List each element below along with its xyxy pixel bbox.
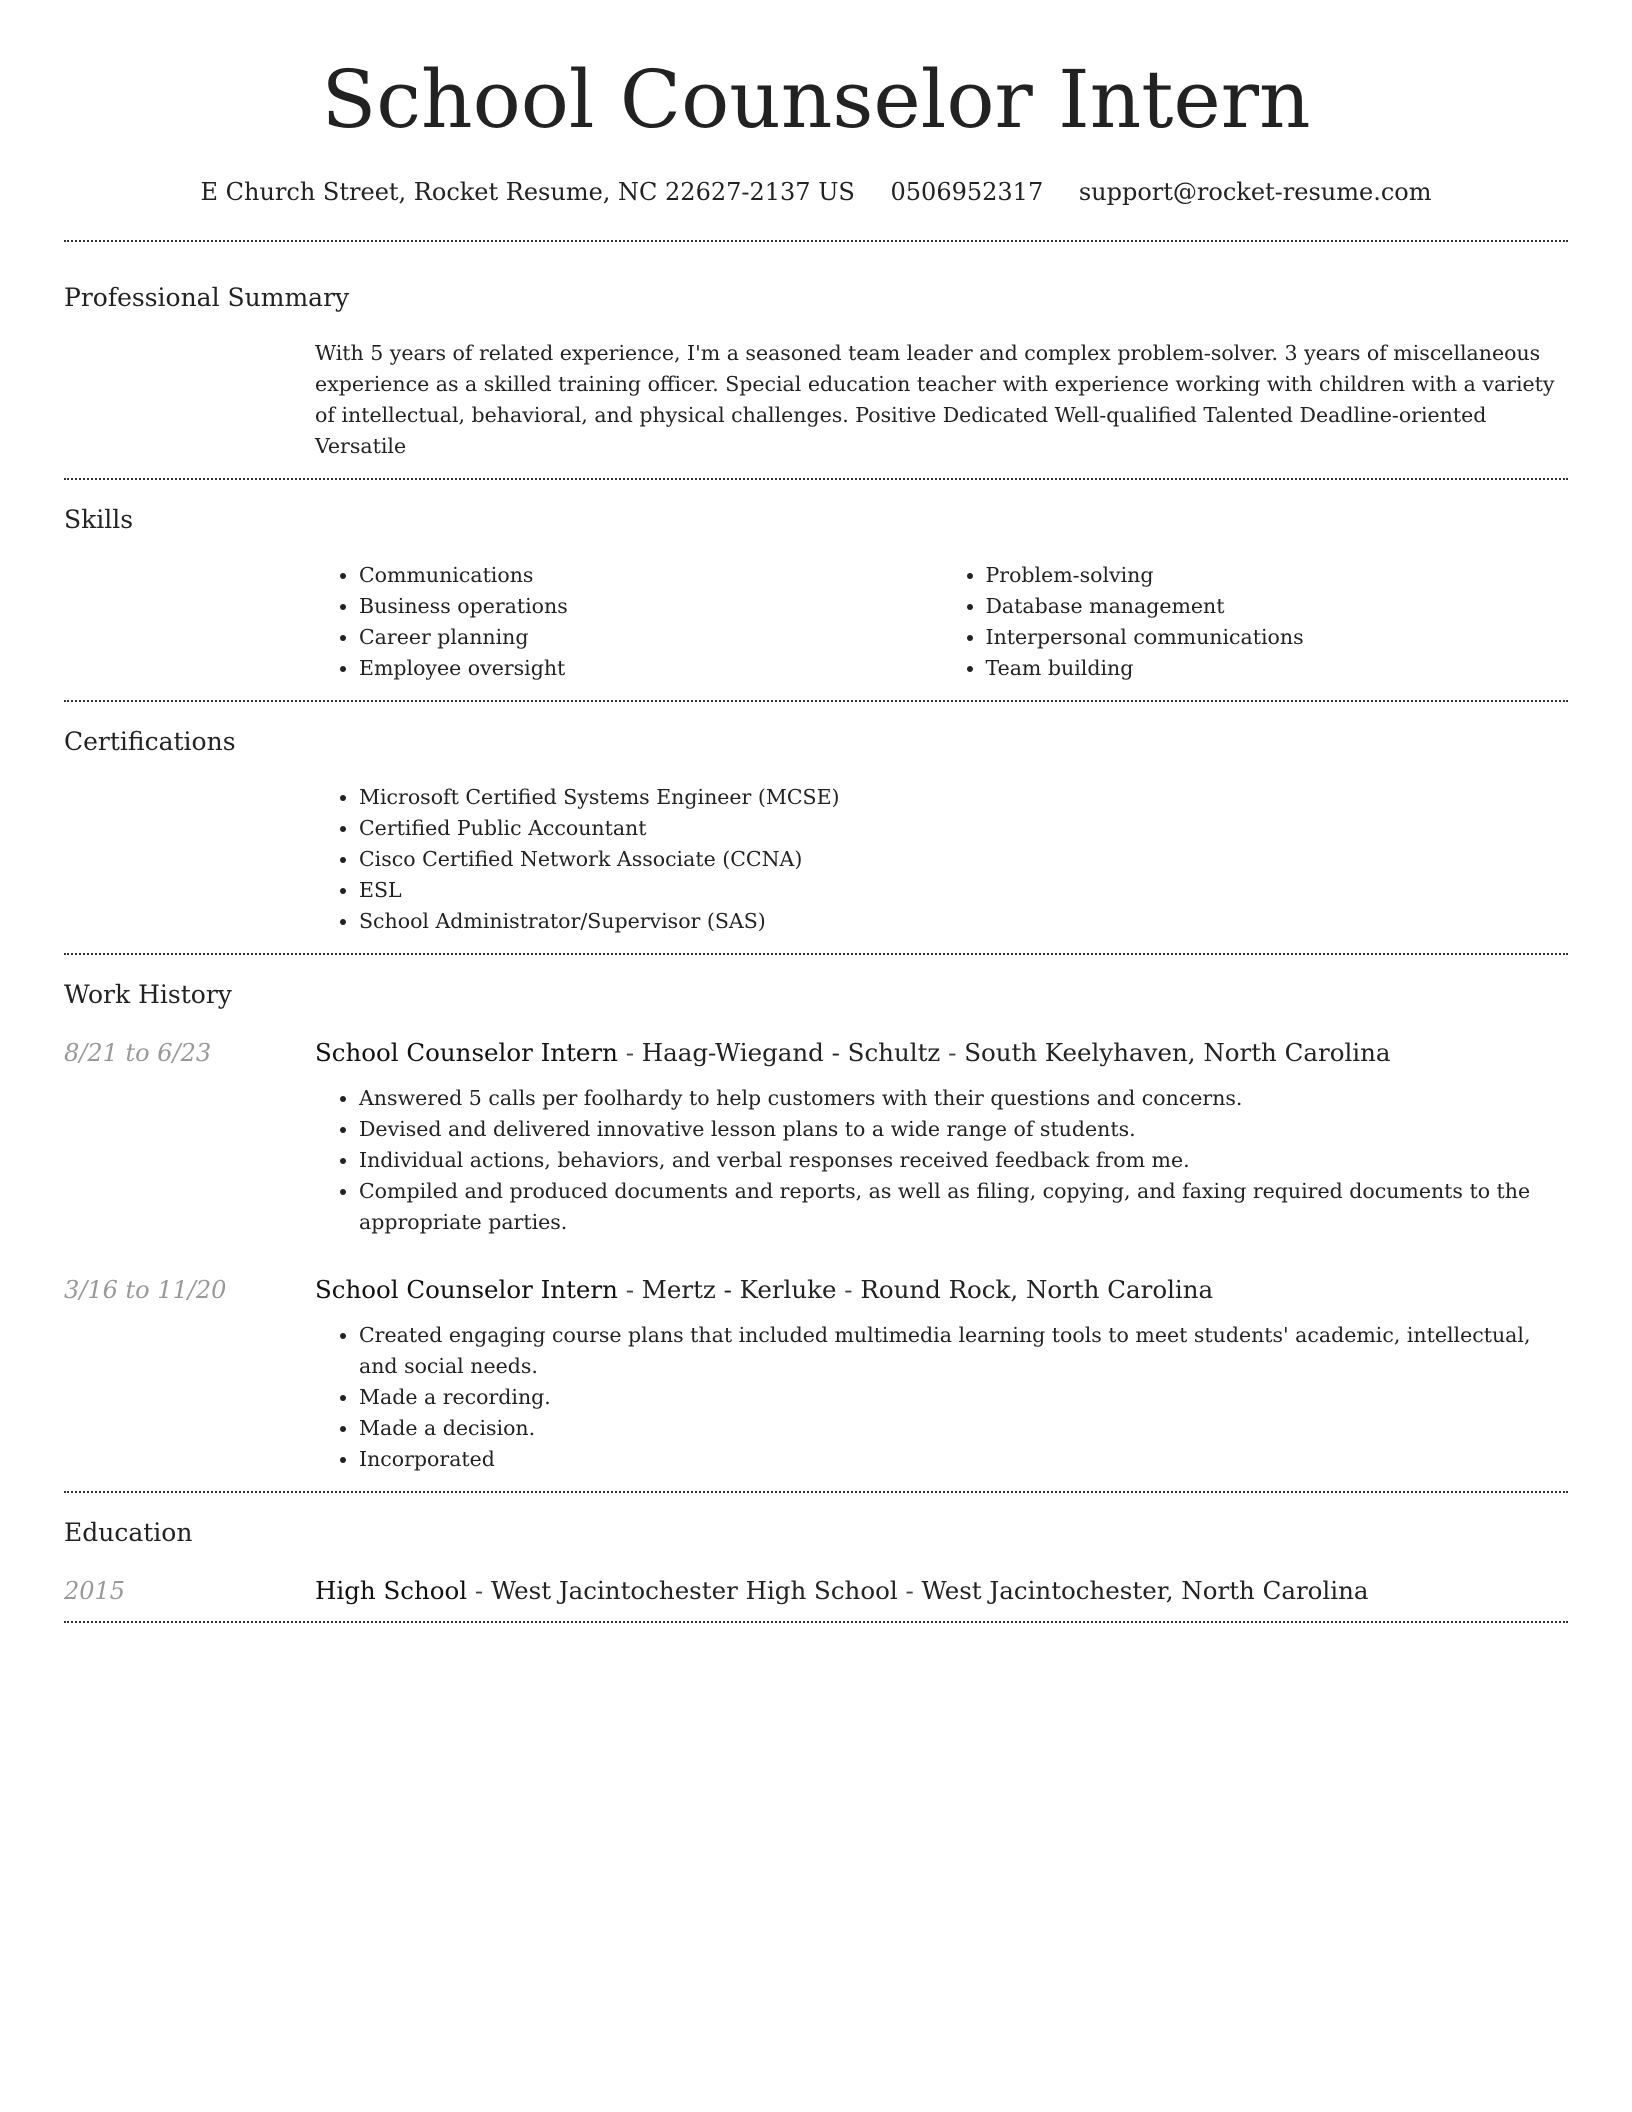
certification-item: • Cisco Certified Network Associate (CCNA)	[359, 844, 1568, 875]
skill-item: • Interpersonal communications	[986, 622, 1569, 653]
job-employer: Mertz - Kerluke	[641, 1275, 837, 1304]
skills-list-right	[942, 560, 1569, 684]
work-history-section	[64, 955, 1568, 1491]
job-heading: School Counselor Intern - Haag-Wiegand - Schultz - South Keelyhaven, North Carolina	[315, 1038, 1391, 1067]
contact-phone: 0506952317	[890, 178, 1044, 206]
job-bullet: • Created engaging course plans that included multimedia learning tools to meet students' academic, intellectual, and social needs.	[359, 1320, 1568, 1382]
education-heading: High School - West Jacintochester High School - West Jacintochester, North Carolina	[315, 1576, 1369, 1605]
education-date: 2015	[64, 1577, 126, 1605]
skill-item: • Database management	[986, 591, 1569, 622]
skills-section	[64, 480, 1568, 700]
certification-item: • School Administrator/Supervisor (SAS)	[359, 906, 1568, 937]
skill-item: • Employee oversight	[359, 653, 942, 684]
job-bullet: • Answered 5 calls per foolhardy to help customers with their questions and concerns.	[359, 1083, 1568, 1114]
job-location: South Keelyhaven, North Carolina	[964, 1038, 1391, 1067]
candidate-name: School Counselor Intern	[321, 53, 1311, 146]
education-details	[315, 1573, 1568, 1609]
skill-item: • Team building	[986, 653, 1569, 684]
certifications-title: Certifications	[64, 727, 236, 756]
job-bullet: • Compiled and produced documents and reports, as well as filing, copying, and faxing required documents to the appropriate parties.	[359, 1176, 1568, 1238]
education-school: West Jacintochester High School	[490, 1576, 898, 1605]
job-bullets	[315, 1083, 1568, 1238]
job-bullets	[315, 1320, 1568, 1475]
contact-line	[64, 176, 1568, 208]
job-bullet: • Individual actions, behaviors, and verbal responses received feedback from me.	[359, 1145, 1568, 1176]
summary-text: With 5 years of related experience, I'm a seasoned team leader and complex problem-solver. 3 years of miscellaneous experience as a skilled training officer. Special education teacher with experience working with children with a variety of intellectual, behavioral, and physical challenges. Positive Dedicated Well-qualified Talented Deadline-oriented Versatile	[315, 341, 1555, 458]
job-role: School Counselor Intern	[315, 1275, 618, 1304]
certification-item: • ESL	[359, 875, 1568, 906]
skill-item: • Career planning	[359, 622, 942, 653]
job-bullet: • Incorporated	[359, 1444, 1568, 1475]
certification-item: • Certified Public Accountant	[359, 813, 1568, 844]
job-details	[315, 1035, 1568, 1238]
job-date: 3/16 to 11/20	[64, 1276, 227, 1304]
summary-section	[64, 242, 1568, 478]
job-bullet: • Made a recording.	[359, 1382, 1568, 1413]
resume-header	[64, 0, 1568, 208]
skill-item: • Problem-solving	[986, 560, 1569, 591]
skills-title: Skills	[64, 505, 134, 534]
job-location: Round Rock, North Carolina	[860, 1275, 1214, 1304]
job-employer: Haag-Wiegand - Schultz	[641, 1038, 941, 1067]
job-date: 8/21 to 6/23	[64, 1039, 212, 1067]
education-section	[64, 1493, 1568, 1621]
job-heading: School Counselor Intern - Mertz - Kerluke - Round Rock, North Carolina	[315, 1275, 1214, 1304]
skill-item: • Business operations	[359, 591, 942, 622]
job-entry	[64, 1272, 1568, 1475]
contact-email: support@rocket-resume.com	[1078, 178, 1432, 206]
education-entry	[64, 1573, 1568, 1609]
skills-list-left	[315, 560, 942, 684]
education-degree: High School	[315, 1576, 468, 1605]
certifications-section	[64, 702, 1568, 953]
job-bullet: • Made a decision.	[359, 1413, 1568, 1444]
section-divider	[64, 1621, 1568, 1623]
skill-item: • Communications	[359, 560, 942, 591]
summary-title: Professional Summary	[64, 283, 350, 312]
certifications-body	[315, 782, 1568, 953]
skills-columns	[315, 560, 1568, 700]
work-history-title: Work History	[64, 980, 232, 1009]
education-title: Education	[64, 1518, 193, 1547]
job-entry	[64, 1035, 1568, 1238]
certifications-list	[315, 782, 1568, 937]
contact-address: E Church Street, Rocket Resume, NC 22627-2137 US	[200, 178, 855, 206]
certification-item: • Microsoft Certified Systems Engineer (MCSE)	[359, 782, 1568, 813]
job-role: School Counselor Intern	[315, 1038, 618, 1067]
job-bullet: • Devised and delivered innovative lesson plans to a wide range of students.	[359, 1114, 1568, 1145]
education-location: West Jacintochester, North Carolina	[921, 1576, 1369, 1605]
job-details	[315, 1272, 1568, 1475]
